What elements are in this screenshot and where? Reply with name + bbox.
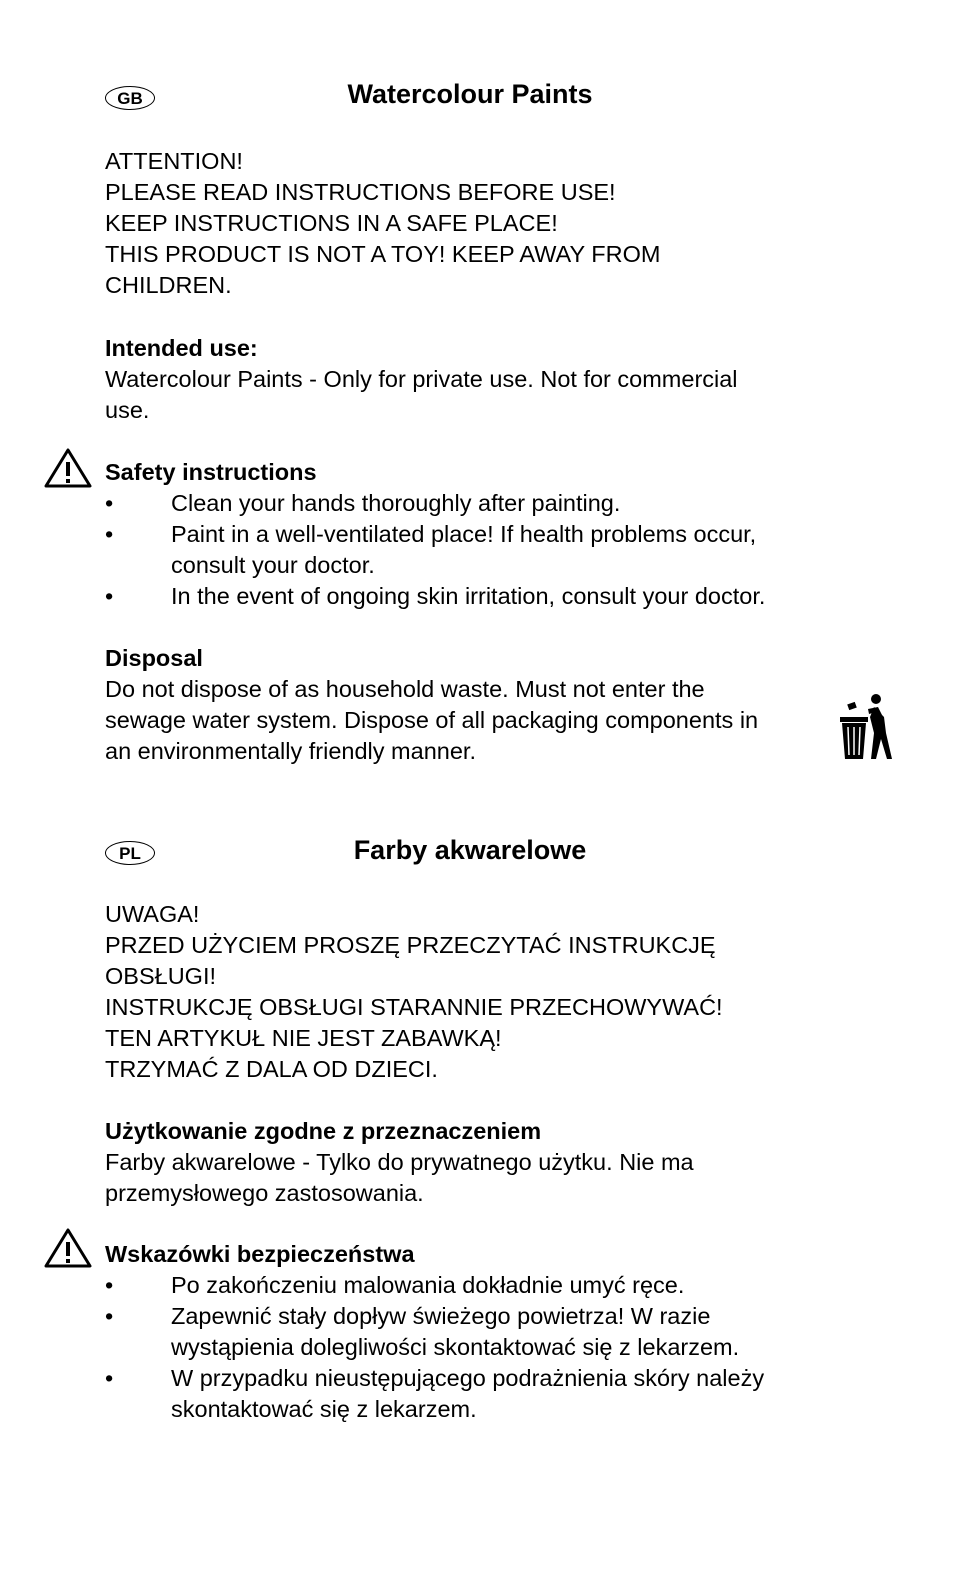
section-title-pl: Farby akwarelowe: [353, 835, 587, 865]
disposal-heading: Disposal: [105, 645, 203, 671]
warning-triangle-icon: [44, 1228, 92, 1268]
intended-use-heading: Intended use:: [105, 335, 258, 361]
warning-triangle-icon: [44, 448, 92, 488]
bullet-marker: •: [105, 490, 114, 516]
warning-line: PLEASE READ INSTRUCTIONS BEFORE USE!: [105, 179, 616, 205]
safety-item-text: In the event of ongoing skin irritation, consult your doctor.: [171, 583, 766, 609]
intended-use-line: Watercolour Paints - Only for private use. Not for commercial: [105, 366, 738, 392]
bullet-marker: •: [105, 1272, 114, 1298]
disposal-line: an environmentally friendly manner.: [105, 738, 476, 764]
warning-line: PRZED UŻYCIEM PROSZĘ PRZECZYTAĆ INSTRUKCJĘ: [105, 932, 716, 958]
language-badge-pl: PL: [105, 841, 155, 865]
safety-item-text: W przypadku nieustępującego podrażnienia skóry należy: [171, 1365, 765, 1391]
warning-line: KEEP INSTRUCTIONS IN A SAFE PLACE!: [105, 210, 558, 236]
intended-use-line: use.: [105, 397, 150, 423]
warning-line: ATTENTION!: [105, 148, 243, 174]
section-title-gb: Watercolour Paints: [347, 79, 593, 109]
warning-line: THIS PRODUCT IS NOT A TOY! KEEP AWAY FROM: [105, 241, 661, 267]
safety-item-text: Paint in a well-ventilated place! If health problems occur,: [171, 521, 757, 547]
warning-line: TEN ARTYKUŁ NIE JEST ZABAWKĄ!: [105, 1025, 502, 1051]
bullet-marker: •: [105, 1365, 114, 1391]
safety-item-text: consult your doctor.: [171, 552, 375, 578]
warning-line: CHILDREN.: [105, 272, 232, 298]
intended-use-heading: Użytkowanie zgodne z przeznaczeniem: [105, 1118, 542, 1144]
warning-line: UWAGA!: [105, 901, 200, 927]
safety-item-text: skontaktować się z lekarzem.: [171, 1396, 477, 1422]
safety-item-text: Clean your hands thoroughly after painting.: [171, 490, 621, 516]
bullet-marker: •: [105, 521, 114, 547]
bullet-marker: •: [105, 583, 114, 609]
safety-heading: Safety instructions: [105, 459, 317, 485]
warning-line: INSTRUKCJĘ OBSŁUGI STARANNIE PRZECHOWYWAĆ!: [105, 994, 723, 1020]
safety-item-text: wystąpienia dolegliwości skontaktować się z lekarzem.: [171, 1334, 740, 1360]
warning-line: TRZYMAĆ Z DALA OD DZIECI.: [105, 1056, 438, 1082]
safety-heading: Wskazówki bezpieczeństwa: [105, 1241, 415, 1267]
warning-line: OBSŁUGI!: [105, 963, 217, 989]
disposal-line: Do not dispose of as household waste. Must not enter the: [105, 676, 705, 702]
language-badge-gb: GB: [105, 86, 155, 110]
intended-use-line: przemysłowego zastosowania.: [105, 1180, 424, 1206]
disposal-line: sewage water system. Dispose of all packaging components in: [105, 707, 759, 733]
safety-item-text: Zapewnić stały dopływ świeżego powietrza! W razie: [171, 1303, 711, 1329]
tidy-man-bin-icon: [838, 693, 894, 761]
safety-item-text: Po zakończeniu malowania dokładnie umyć ręce.: [171, 1272, 685, 1298]
intended-use-line: Farby akwarelowe - Tylko do prywatnego użytku. Nie ma: [105, 1149, 694, 1175]
bullet-marker: •: [105, 1303, 114, 1329]
